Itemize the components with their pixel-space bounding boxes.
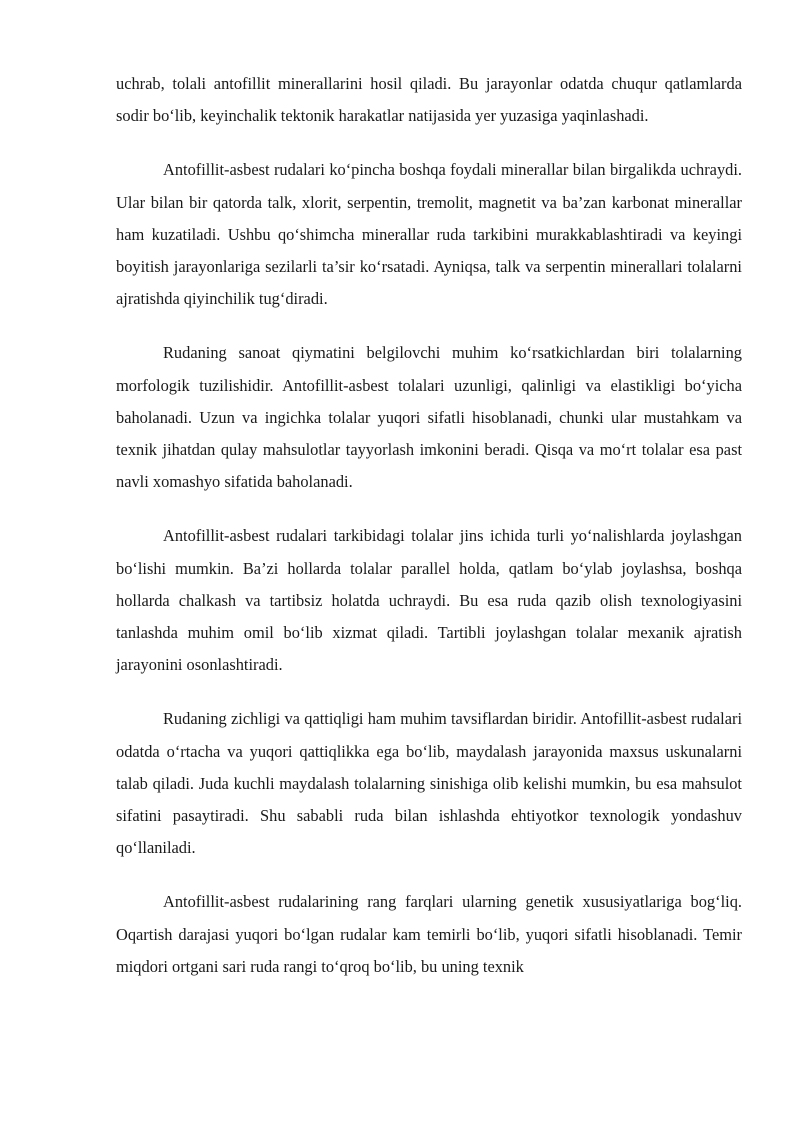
document-page: [116, 68, 742, 1005]
paragraph-4: Antofillit-asbest rudalari tarkibidagi tolalar jins ichida turli yo‘nalishlarda joylashgan bo‘lishi mumkin. Ba’zi hollarda tolalar parallel holda, qatlam bo‘ylab joylashsa, boshqa hollarda chalkash va tartibsiz holatda uchraydi. Bu esa ruda qazib olish texnologiyasini tanlashda muhim omil bo‘lib xizmat qiladi. Tartibli joylashgan tolalar mexanik ajratish jarayonini osonlashtiradi.: [116, 526, 742, 675]
paragraph-3: Rudaning sanoat qiymatini belgilovchi muhim ko‘rsatkichlardan biri tolalarning morfologik tuzilishidir. Antofillit-asbest tolalari uzunligi, qalinligi va elastikligi bo‘yicha baholanadi. Uzun va ingichka tolalar yuqori sifatli hisoblanadi, chunki ular mustahkam va texnik jihatdan qulay mahsulotlar tayyorlash imkonini beradi. Qisqa va mo‘rt tolalar esa past navli xomashyo sifatida baholanadi.: [116, 343, 742, 492]
paragraph-1: uchrab, tolali antofillit minerallarini hosil qiladi. Bu jarayonlar odatda chuqur qatlamlarda sodir bo‘lib, keyinchalik tektonik harakatlar natijasida yer yuzasiga yaqinlashadi.: [116, 74, 742, 126]
paragraph-2: Antofillit-asbest rudalari ko‘pincha boshqa foydali minerallar bilan birgalikda uchraydi. Ular bilan bir qatorda talk, xlorit, serpentin, tremolit, magnetit va ba’zan karbonat minerallar ham kuzatiladi. Ushbu qo‘shimcha minerallar ruda tarkibini murakkablashtiradi va keyingi boyitish jarayonlariga sezilarli ta’sir ko‘rsatadi. Ayniqsa, talk va serpentin minerallari tolalarni ajratishda qiyinchilik tug‘diradi.: [116, 160, 742, 309]
paragraph-5: Rudaning zichligi va qattiqligi ham muhim tavsiflardan biridir. Antofillit-asbest rudalari odatda o‘rtacha va yuqori qattiqlikka ega bo‘lib, maydalash jarayonida maxsus uskunalarni talab qiladi. Juda kuchli maydalash tolalarning sinishiga olib kelishi mumkin, bu esa mahsulot sifatini pasaytiradi. Shu sababli ruda bilan ishlashda ehtiyotkor texnologik yondashuv qo‘llaniladi.: [116, 709, 742, 858]
paragraph-6: Antofillit-asbest rudalarining rang farqlari ularning genetik xususiyatlariga bog‘liq. Oqartish darajasi yuqori bo‘lgan rudalar kam temirli bo‘lib, yuqori sifatli hisoblanadi. Temir miqdori ortgani sari ruda rangi to‘qroq bo‘lib, bu uning texnik: [116, 892, 742, 976]
